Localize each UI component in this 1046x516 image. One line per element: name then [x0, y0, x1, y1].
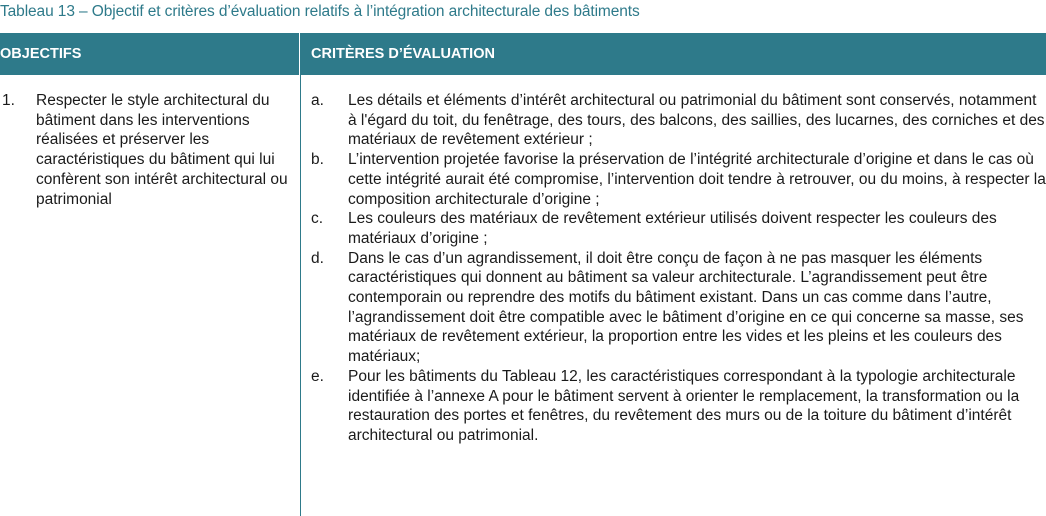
criterion-letter: a.: [311, 92, 324, 109]
criterion-text: Pour les bâtiments du Tableau 12, les caractéristiques correspondant à la typologie architecturale identifiée à l’annexe A pour le bâtiment servent à orienter le remplacement, la transformation ou la restauration des portes et fenêtres, du revêtement des murs ou de la toiture du bâtiment d’intérêt architectural ou patrimonial.: [348, 367, 1020, 444]
criterion-d: [301, 249, 1046, 367]
criterion-letter: d.: [311, 249, 324, 267]
criterion-b: [301, 150, 1046, 209]
criterion-text: Les couleurs des matériaux de revêtement extérieur utilisés doivent respecter les couleurs des matériaux d’origine ;: [348, 210, 997, 247]
evaluation-table: [0, 33, 1046, 516]
objective-number: 1.: [2, 92, 15, 109]
criterion-letter: c.: [311, 210, 324, 228]
criterion-e: [301, 367, 1046, 446]
table-header: [0, 33, 1046, 75]
criterion-letter: e.: [311, 367, 324, 385]
criterion-c: [301, 209, 1046, 248]
criterion-a: [301, 91, 1046, 150]
criterion-text: Dans le cas d’un agrandissement, il doit être conçu de façon à ne pas masquer les éléments caractéristiques qui donnent au bâtiment sa valeur architecturale. L’agrandissement peut être contemporain ou reprendre des motifs du bâtiment existant. Dans un cas comme dans l’autre, l’agrandissement doit être compatible avec le bâtiment d’origine en ce qui concerne sa masse, ses matériaux de revêtement extérieur, la proportion entre les vides et les pleins et les couleurs des matériaux;: [348, 249, 1024, 366]
header-objectives: OBJECTIFS: [0, 33, 300, 75]
criterion-letter: b.: [311, 151, 324, 169]
criterion-text: L’intervention projetée favorise la préservation de l’intégrité architecturale d’origine et dans le cas où cette intégrité aurait été compromise, l’intervention doit tendre à retrouver, ou du moins, à respecter la composition architecturale d’origine ;: [348, 151, 1046, 208]
criterion-text: Les détails et éléments d’intérêt architectural ou patrimonial du bâtiment sont conservés, notamment à l'égard du toit, du fenêtrage, des tours, des balcons, des saillies, des lucarnes, des corniches et des matériaux de revêtement extérieur ;: [348, 92, 1045, 149]
table-caption: Tableau 13 – Objectif et critères d’évaluation relatifs à l’intégration architecturale des bâtiments: [0, 3, 640, 20]
header-criteria: CRITÈRES D’ÉVALUATION: [311, 46, 495, 62]
objective-text: Respecter le style architectural du bâtiment dans les interventions réalisées et préserver les caractéristiques du bâtiment qui lui confèrent son intérêt architectural ou patrimonial: [36, 92, 288, 208]
criteria-cell: [301, 91, 1046, 446]
